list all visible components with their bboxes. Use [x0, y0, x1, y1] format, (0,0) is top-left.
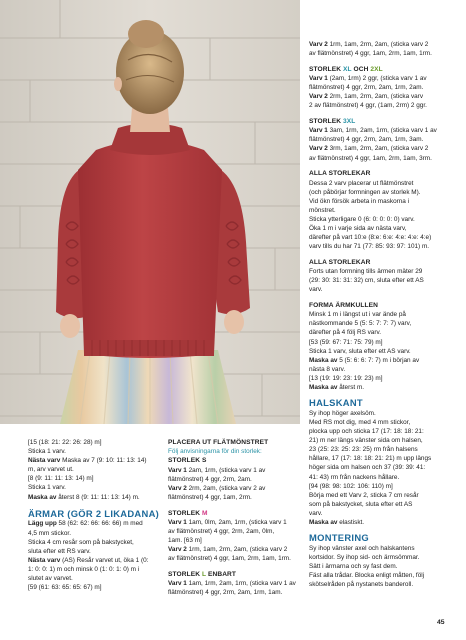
woman-in-red-sweater-photo	[0, 0, 300, 424]
instruction-line: Varv 2 2rm, 1am, 2rm, 2am, (sticka varv	[309, 93, 424, 101]
instruction-line: höger sida om halsen och 37 (39: 39: 41:	[309, 464, 426, 472]
neckband-heading: HALSKANT	[309, 397, 363, 409]
instruction-line: Varv 2 1rm, 1am, 2rm, 2am, (sticka varv 2	[168, 546, 288, 554]
instruction-line: Sy ihop vänster axel och halskantens	[309, 544, 415, 552]
instruction-line: Maska av återst 8 (9: 11: 11: 13: 14) m.	[28, 493, 140, 501]
middle-column	[168, 438, 296, 598]
instruction-line: Fäst alla trådar. Blocka enligt måtten, följ	[309, 572, 425, 580]
instruction-line: skötselråden på nystanets banderoll.	[309, 581, 414, 589]
instruction-line: Varv 1 1am, 1rm, 2am, 1rm, (sticka varv 1 av	[168, 580, 296, 588]
instruction-line: av flätmönstret) 4 ggr, 2rm, 2am, 0lm,	[168, 528, 275, 536]
instruction-line: Varv 2 2rm, 2am, (sticka varv 2 av	[168, 485, 266, 492]
instruction-line: Sy ihop höger axelsöm.	[309, 409, 376, 417]
instruction-line: därefter på 4 följ RS varv.	[309, 329, 381, 337]
size-xl-2xl-heading: STORLEK XL OCH 2XL	[309, 65, 383, 73]
size-l-heading: STORLEK L ENBART	[168, 571, 237, 579]
assembly-heading: MONTERING	[309, 532, 369, 544]
all-sizes-heading: ALLA STORLEKAR	[309, 170, 371, 178]
stitch-count-line: [15 (18: 21: 22: 26: 28) m]	[28, 439, 102, 446]
instruction-line: flätmönstret) 4 ggr, 2rm, 2am, 1rm, 3am.	[309, 136, 424, 144]
instruction-line: 4,5 mm stickor.	[28, 529, 71, 537]
stitch-count-line: [13 (19: 19: 23: 19: 23) m]	[309, 374, 383, 382]
instruction-line: Varv 1 1am, 0lm, 2am, 1rm, (sticka varv 1	[168, 519, 287, 527]
instruction-line: (29: 30: 31: 31: 32) cm, sluta efter ett AS	[309, 277, 424, 285]
right-column	[309, 40, 449, 589]
cable-placement-heading: PLACERA UT FLÄTMÖNSTRET	[168, 439, 269, 446]
instruction-line: Sticka ytterligare 0 (6: 0: 0: 0: 0) varv.	[309, 215, 415, 223]
stitch-count-line: [94 (98: 98: 102: 106: 110) m]	[309, 482, 393, 490]
instruction-line: Varv 1 (2am, 1rm) 2 ggr, (sticka varv 1 av	[309, 75, 427, 83]
instruction-line: av flätmönstret) 4 ggr, 1am, 2rm, 1am, 3rm.	[309, 154, 432, 162]
size-instruction-note: Följ anvisningarna för din storlek:	[168, 448, 262, 456]
instruction-line: (och påbörjar formningen av storlek M).	[309, 188, 421, 196]
instruction-line: Forts utan formning tills ärmen mäter 29	[309, 268, 423, 276]
instruction-line: Nästa varv Maska av 7 (9: 10: 11: 13: 14)	[28, 457, 147, 465]
instruction-line: Maska av 5 (5: 6: 6: 7: 7) m i början av	[309, 356, 420, 364]
instruction-line: 1am. [63 m]	[168, 537, 202, 545]
size-s-heading: STORLEK S	[168, 457, 207, 465]
instruction-line: 21) m ner längs vänster sida om halsen,	[309, 437, 423, 445]
instruction-line: 1: 0: 0: 1) m och minsk 0 (1: 0: 1: 0) m i	[28, 565, 140, 573]
stitch-count-line: [53 (59: 67: 71: 75: 79) m]	[309, 338, 383, 346]
instruction-line: flätmönstret) 4 ggr, 2rm, 2am.	[168, 475, 252, 483]
instruction-line: Varv 2 1rm, 1am, 2rm, 2am, (sticka varv 2	[309, 41, 429, 48]
left-column	[28, 438, 160, 592]
instruction-line: 41: 43) rm från nackens hållare.	[309, 473, 400, 481]
instruction-line: flätmönstret) 4 ggr, 2rm, 2am, 1rm, 2am.	[309, 84, 424, 92]
instruction-line: som på bakstycket, sluta efter ett AS	[309, 500, 413, 508]
instruction-line: nästa 8 varv.	[309, 365, 346, 373]
instruction-line: 2 av flätmönstret) 4 ggr, (1am, 2rm) 2 ggr.	[309, 102, 427, 110]
instruction-line: Maska av elastiskt.	[309, 519, 365, 527]
instruction-line: Vid ökn försök arbeta in maskorna i	[309, 197, 410, 205]
instruction-line: hållare, 17 (17: 18: 18: 21: 21) m upp längs	[309, 455, 432, 463]
sleeve-cap-heading: FORMA ÄRMKULLEN	[309, 301, 379, 309]
instruction-line: Sticka 1 varv.	[28, 484, 66, 492]
stitch-count-line: [8 (9: 11: 11: 13: 14) m]	[28, 475, 94, 483]
instruction-line: Sticka 1 varv, sluta efter ett AS varv.	[309, 347, 411, 355]
instruction-line: Maska av återst m.	[309, 384, 365, 392]
instruction-line: sluta efter ett RS varv.	[28, 547, 91, 555]
size-m-heading: STORLEK M	[168, 509, 208, 517]
sweater-photo	[0, 0, 300, 424]
instruction-line: Varv 1 2am, 1rm, (sticka varv 1 av	[168, 466, 266, 474]
instruction-line: av flätmönstret) 4 ggr, 1am, 2rm, 1am, 1rm.	[168, 555, 291, 563]
sleeves-heading: ÄRMAR (GÖR 2 LIKADANA)	[28, 507, 160, 519]
instruction-line: Varv 2 3rm, 1am, 2rm, 2am, (sticka varv 2	[309, 145, 429, 153]
instruction-line: därefter på vart 10:e (8:e: 6:e: 4:e: 4:e: 4:e)	[309, 234, 432, 242]
stitch-count-line: [59 (61: 63: 65: 65: 67) m]	[28, 584, 102, 592]
instruction-line: Sticka 4 cm resår som på bakstycket,	[28, 538, 134, 546]
size-3xl-heading: STORLEK 3XL	[309, 117, 356, 125]
instruction-line: varv.	[309, 509, 323, 517]
instruction-line: flätmönstret) 4 ggr, 1am, 2rm.	[168, 494, 252, 502]
instruction-line: Sticka 1 varv.	[28, 448, 66, 456]
instruction-line: slutet av varvet.	[28, 575, 73, 583]
all-sizes-heading: ALLA STORLEKAR	[309, 258, 371, 266]
instruction-line: av flätmönstret) 4 ggr, 1am, 2rm, 1am, 1rm.	[309, 50, 432, 58]
instruction-line: Börja med ett Varv 2, sticka 7 cm resår	[309, 491, 419, 499]
instruction-line: mönstret.	[309, 206, 336, 214]
instruction-line: Minsk 1 m i längst ut i var ände på	[309, 311, 406, 319]
instruction-line: Varv 1 3am, 1rm, 2am, 1rm, (sticka varv 1 av	[309, 127, 437, 135]
instruction-line: varv.	[309, 286, 323, 294]
page-number: 45	[437, 619, 445, 626]
instruction-line: Med RS mot dig, med 4 mm stickor,	[309, 419, 411, 427]
instruction-line: Lägg upp 58 (62: 62: 66: 66: 66) m med	[28, 520, 143, 528]
instruction-line: Dessa 2 varv placerar ut flätmönstret	[309, 179, 414, 187]
instruction-line: Öka 1 m i varje sida av nästa varv,	[309, 224, 407, 232]
instruction-line: varv tills du har 71 (77: 85: 93: 97: 101) m.	[309, 243, 430, 251]
instruction-line: plocka upp och sticka 17 (17: 18: 18: 21:	[309, 428, 424, 436]
instruction-line: nästkommande 5 (5: 5: 7: 7: 7) varv,	[309, 320, 412, 328]
instruction-line: Sätt i ärmarna och sy fast dem.	[309, 563, 398, 571]
instruction-line: 23 (25: 23: 25: 23: 25) rm från halsens	[309, 446, 418, 454]
instruction-line: m, arv varvet ut.	[28, 466, 74, 474]
instruction-line: flätmönstret) 4 ggr, 2rm, 2am, 1rm, 1am.	[168, 589, 283, 597]
instruction-line: kortsidor. Sy ihop sid- och ärmsömmar.	[309, 554, 420, 562]
instruction-line: Nästa varv (AS) Resår varvet ut, öka 1 (0:	[28, 556, 149, 564]
